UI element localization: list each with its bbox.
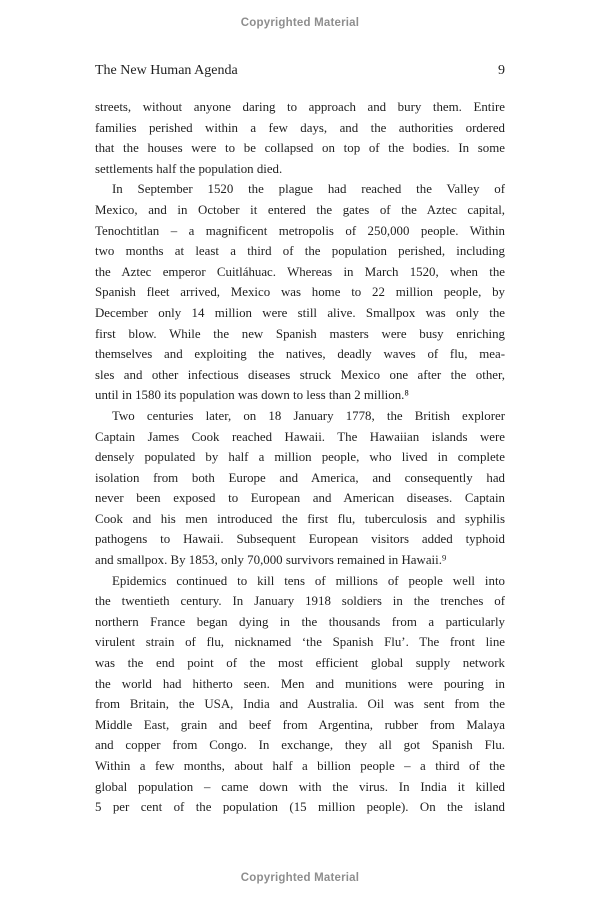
text-line: and smallpox. By 1853, only 70,000 survivors remained in Hawaii.⁹ <box>95 553 447 568</box>
text-line: the world had hitherto seen. Men and munitions were pouring in <box>95 676 505 691</box>
text-line: Two centuries later, on 18 January 1778, the British explorer <box>112 408 505 423</box>
text-line: Middle East, grain and beef from Argentina, rubber from Malaya <box>95 717 505 732</box>
text-line: never been exposed to European and American diseases. Captain <box>95 491 505 506</box>
text-line: Tenochtitlan – a magnificent metropolis of 250,000 people. Within <box>95 223 505 238</box>
text-line: streets, without anyone daring to approach and bury them. Entire <box>95 100 505 114</box>
page-body-text <box>95 97 505 818</box>
text-line: until in 1580 its population was down to less than 2 million.⁸ <box>95 388 409 403</box>
text-line: sles and other infectious diseases struck Mexico one after the other, <box>95 367 505 382</box>
text-line: Epidemics continued to kill tens of millions of people well into <box>112 573 505 588</box>
paragraph <box>95 179 505 406</box>
copyright-notice-bottom: Copyrighted Material <box>240 872 360 884</box>
text-line: December only 14 million were still alive. Smallpox was only the <box>95 305 505 320</box>
text-line: pathogens to Hawaii. Subsequent European visitors added typhoid <box>95 532 505 547</box>
page-number: 9 <box>498 63 505 78</box>
text-line: Captain James Cook reached Hawaii. The Hawaiian islands were <box>95 429 505 444</box>
text-line: that the houses were to be collapsed on top of the bodies. In some <box>95 141 505 156</box>
running-header-title: The New Human Agenda <box>95 63 238 78</box>
text-line: northern France began dying in the thousands from a particularly <box>95 614 505 629</box>
text-line: isolation from both Europe and America, and consequently had <box>95 470 505 485</box>
text-line: from Britain, the USA, India and Australia. Oil was sent from the <box>95 697 505 712</box>
text-line: the Aztec emperor Cuitláhuac. Whereas in March 1520, when the <box>95 264 505 279</box>
page-header <box>95 63 505 79</box>
paragraph <box>95 571 505 818</box>
text-line: Spanish fleet arrived, Mexico was home to 22 million people, by <box>95 285 505 300</box>
text-line: settlements half the population died. <box>95 161 283 176</box>
text-line: and copper from Congo. In exchange, they all got Spanish Flu. <box>95 738 505 753</box>
text-line: themselves and exploiting the natives, deadly waves of flu, mea- <box>95 347 505 362</box>
text-line: In September 1520 the plague had reached the Valley of <box>112 182 505 197</box>
text-line: Within a few months, about half a billion people – a third of the <box>95 759 505 773</box>
copyright-notice-top: Copyrighted Material <box>240 17 360 29</box>
text-line: global population – came down with the virus. In India it killed <box>95 779 505 794</box>
text-line: densely populated by half a million people, who lived in complete <box>95 450 505 465</box>
text-line: 5 per cent of the population (15 million people). On the island <box>95 800 505 815</box>
text-line: was the end point of the most efficient global supply network <box>95 656 505 671</box>
paragraph <box>95 406 505 571</box>
text-line: first blow. While the new Spanish masters were busy enriching <box>95 326 505 341</box>
text-line: the twentieth century. In January 1918 soldiers in the trenches of <box>95 594 505 609</box>
text-line: virulent strain of flu, nicknamed ‘the Spanish Flu’. The front line <box>95 635 505 650</box>
text-line: Cook and his men introduced the first flu, tuberculosis and syphilis <box>95 511 505 526</box>
text-line: families perished within a few days, and the authorities ordered <box>95 120 505 135</box>
paragraph <box>95 97 505 179</box>
text-line: two months at least a third of the population perished, including <box>95 244 505 259</box>
text-line: Mexico, and in October it entered the gates of the Aztec capital, <box>95 202 505 217</box>
